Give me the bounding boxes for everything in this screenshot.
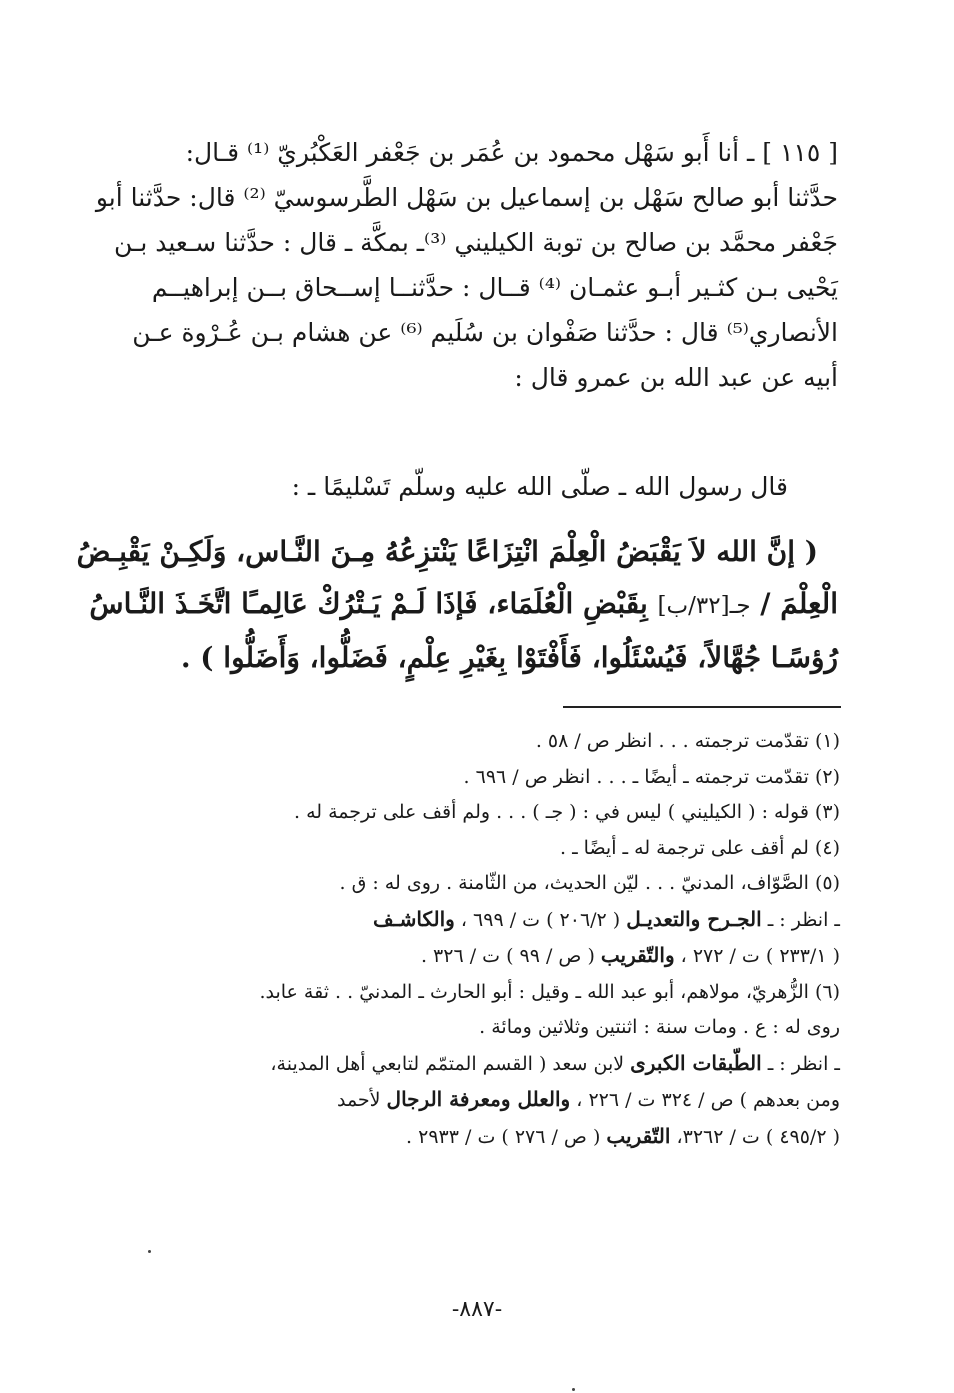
footnote-6-ref-3: [128, 1119, 840, 1156]
ref-detail: ( ٤٩٥/٢ ) ت / ٣٢٦٢،: [670, 1125, 840, 1148]
hadith-line-2: [89, 578, 838, 632]
ref-detail: ( ٢٠٦/٢ ) ت / ٦٩٩ ،: [454, 908, 627, 931]
isnad-line-4: يَحْيى بـن كثـير أبـو عثمـان ⁽⁴⁾ قــال : حدَّثنــا إســحاق بــن إبراهيــم: [151, 273, 838, 302]
ref-detail: ( ٢٣٣/١ ) ت / ٢٧٢ ،: [674, 945, 840, 967]
hadith-line-2-end: بِقَبْضِ الْعُلَمَاء، فَإذَا لَـمْ يَـتْرُكْ عَالِمـًا اتَّخَـذَ النَّـاسُ: [89, 587, 658, 620]
ref-detail: ومن بعدهم ) ص / ٣٢٤ ت / ٢٢٦ ،: [570, 1089, 840, 1111]
footnote-5: (٥) الصَّوّاف، المدنيّ . . . ليّن الحديث، من الثّامنة . روى له : ق .: [339, 872, 840, 894]
footnote-separator: [563, 706, 841, 708]
scan-speck: [572, 1388, 575, 1391]
ref-detail: لأحمد: [336, 1089, 387, 1111]
ref-detail: ( ص / ٢٧٦ ) ت / ٢٩٣٣ .: [406, 1125, 607, 1148]
footnote-5-ref-1: [128, 902, 840, 939]
manuscript-folio-ref: جـ[٣٢/ب]: [657, 593, 751, 619]
ref-detail: ( ص / ٩٩ ) ت / ٣٢٦ .: [420, 945, 601, 967]
footnote-1: (١) تقدّمت ترجمته . . . انظر ص / ٥٨ .: [535, 730, 840, 752]
footnotes: [128, 724, 840, 1155]
hadith-line-3: رُؤسًـا جُهَّالاً، فَيُسْئَلُوا، فَأَفْتَوْا بِغَيْرِ عِلْمٍ، فَضَلُّوا، وَأَضَلُّوا ) .: [180, 641, 838, 674]
footnote-2: (٢) تقدّمت ترجمته ـ أيضًا ـ . . . انظر ص / ٦٩٦ .: [463, 765, 840, 788]
hadith-text: [76, 526, 838, 684]
isnad-line-2: حدَّثنا أبو صالح سَهْل بن إسماعيل بن سَهْل الطَّرسوسيّ ⁽²⁾ قال: حدَّثنا أبو: [95, 183, 838, 212]
footnote-6: (٦) الزُّهريّ، مولاهم، أبو عبد الله ـ وقيل : أبو الحارث ـ المدنيّ . . ثقة عابد.: [259, 980, 840, 1003]
footnote-6-ref-1: [128, 1046, 840, 1083]
footnote-3: (٣) قوله : ( الكيليني ) ليس في : ( جـ ) . . . ولم أقف على ترجمة له .: [294, 801, 840, 823]
book-title: التّقريب: [606, 1123, 671, 1148]
isnad-line-5: الأنصاري⁽⁵⁾ قال : حدَّثنا صَفْوان بن سُلَيم ⁽⁶⁾ عن هشام بـن عُـرْوة عـن: [132, 318, 838, 347]
book-title: الجـرح والتعديـل: [626, 906, 762, 931]
book-title: والعلل ومعرفة الرجال: [386, 1087, 571, 1111]
footnote-5-ref-2: [128, 938, 840, 975]
isnad-paragraph: [95, 130, 838, 400]
book-title: والتّقريب: [600, 943, 675, 967]
hadith-intro-line: قال رسول الله ـ صلّى الله عليه وسلّم تَسْليمًا ـ :: [291, 472, 788, 501]
page-number: -٨٨٧-: [451, 1297, 503, 1322]
ref-prefix: ـ انظر : ـ: [761, 1052, 840, 1075]
hadith-intro: [128, 467, 838, 507]
book-title: الطّبقات الكبرى: [630, 1050, 762, 1075]
isnad-line-3: جَعْفر محمَّد بن صالح بن توبة الكيليني ⁽³⁾ـ بمكَّة ـ قال : حدَّثنا سـعيد بـن: [114, 228, 838, 257]
book-title: والكاشـف: [373, 906, 455, 931]
ref-detail: لابن سعد ( القسم المتمّم لتابعي أهل المدينة،: [270, 1052, 631, 1075]
ref-prefix: ـ انظر : ـ: [761, 908, 840, 931]
isnad-line-1: [ ١١٥ ] ـ أنا أَبو سَهْل محمود بن عُمَر بن جَعْفر العَكْبُريّ ⁽¹⁾ قـال:: [185, 138, 838, 167]
footnote-4: (٤) لم أقف على ترجمة له ـ أيضًا ـ .: [559, 836, 840, 859]
footnote-6-line-2: روى له : ع . ومات سنة : اثنتين وثلاثين ومائة .: [479, 1016, 840, 1038]
hadith-line-2-start: الْعِلْمَ /: [750, 587, 838, 620]
hadith-line-1: ( إنَّ الله لاَ يَقْبَضُ الْعِلْمَ انْتِزَاعًا يَنْتزِعُهُ مِـنَ النَّـاس، وَلَكِـنْ يَقْبِـضُ: [76, 535, 818, 568]
scan-speck: [148, 1250, 151, 1253]
isnad-line-6: أبيه عن عبد الله بن عمرو قال :: [514, 363, 838, 392]
footnote-6-ref-2: [128, 1082, 840, 1119]
